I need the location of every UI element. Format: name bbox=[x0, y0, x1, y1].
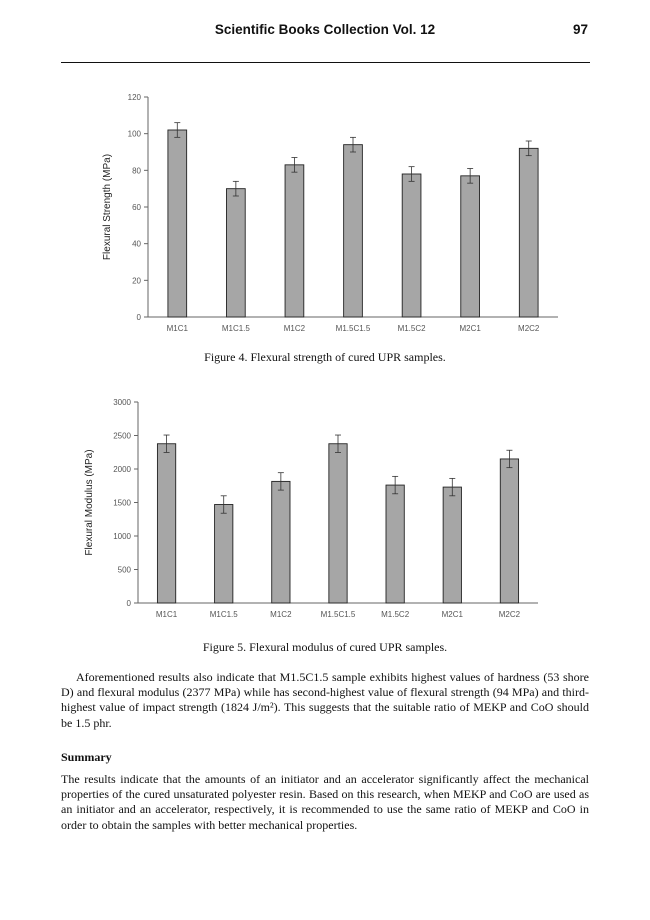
x-tick-label: M2C1 bbox=[459, 324, 481, 333]
x-tick-label: M1C1.5 bbox=[221, 324, 250, 333]
y-tick-label: 1500 bbox=[113, 498, 131, 508]
summary-heading: Summary bbox=[61, 750, 112, 764]
y-axis-label: Flexural Modulus (MPa) bbox=[84, 449, 95, 556]
y-tick-label: 500 bbox=[117, 565, 131, 575]
results-paragraph: Aforementioned results also indicate that M1.5C1.5 sample exhibits highest values of hardness (53 shore D) and flexural modulus (2377 MPa) while has second-highest value of flexural strength (94 MPa) and third-highest value of impact strength (1824 J/m²). This suggests that the suitable ratio of MEKP and CoO should be 1.5 phr. bbox=[61, 670, 589, 730]
book-title: Scientific Books Collection Vol. 12 bbox=[214, 22, 436, 37]
y-tick-label: 0 bbox=[126, 599, 131, 608]
x-tick-label: M1.5C1.5 bbox=[335, 324, 371, 333]
x-tick-label: M2C2 bbox=[498, 610, 521, 619]
bar bbox=[500, 459, 518, 603]
running-header bbox=[60, 22, 590, 42]
page-number: 97 bbox=[572, 22, 588, 37]
y-tick-label: 2000 bbox=[113, 465, 131, 474]
y-tick-label: 40 bbox=[132, 239, 141, 249]
y-tick-label: 1000 bbox=[113, 532, 131, 541]
y-tick-label: 3000 bbox=[113, 398, 131, 407]
flexural-modulus-chart bbox=[0, 390, 650, 630]
x-tick-label: M1C1.5 bbox=[209, 610, 238, 619]
bar bbox=[272, 481, 290, 603]
bar bbox=[215, 505, 233, 603]
x-tick-label: M2C1 bbox=[441, 610, 463, 619]
y-tick-label: 120 bbox=[127, 93, 141, 102]
figure-5-caption: Figure 5. Flexural modulus of cured UPR samples. bbox=[202, 640, 448, 654]
bar bbox=[168, 130, 187, 317]
y-tick-label: 2500 bbox=[113, 431, 131, 441]
flexural-strength-chart bbox=[0, 85, 650, 345]
x-tick-label: M1C1 bbox=[155, 610, 178, 619]
y-tick-label: 20 bbox=[132, 276, 141, 286]
bar bbox=[443, 487, 461, 603]
x-tick-label: M1.5C2 bbox=[397, 324, 426, 333]
y-tick-label: 100 bbox=[127, 129, 141, 139]
summary-paragraph: The results indicate that the amounts of an initiator and an accelerator significantly affect the mechanical properties of the cured unsaturated polyester resin. Based on this research, when MEKP and CoO are used as an initiator and an accelerator, respectively, it is recommended to use the same ratio of MEKP and CoO in order to obtain the samples with better mechanical properties. bbox=[61, 772, 589, 832]
bar bbox=[344, 145, 363, 317]
x-tick-label: M1.5C2 bbox=[381, 610, 410, 619]
x-tick-label: M1.5C1.5 bbox=[320, 610, 356, 619]
bar bbox=[519, 148, 538, 317]
bar bbox=[157, 444, 175, 603]
y-tick-label: 60 bbox=[132, 203, 141, 212]
bar bbox=[285, 165, 304, 317]
bar bbox=[226, 189, 245, 317]
y-tick-label: 0 bbox=[136, 313, 141, 322]
x-tick-label: M2C2 bbox=[518, 324, 540, 333]
bar bbox=[386, 485, 404, 603]
bar bbox=[461, 176, 480, 317]
figure-4-caption: Figure 4. Flexural strength of cured UPR samples. bbox=[204, 350, 446, 364]
bar bbox=[402, 174, 421, 317]
x-tick-label: M1C2 bbox=[270, 610, 292, 619]
bar bbox=[329, 444, 347, 603]
y-axis-label: Flexural Strength (MPa) bbox=[102, 153, 113, 261]
header-rule bbox=[61, 62, 590, 63]
x-tick-label: M1C2 bbox=[283, 324, 306, 333]
x-tick-label: M1C1 bbox=[166, 324, 188, 333]
y-tick-label: 80 bbox=[132, 166, 141, 176]
